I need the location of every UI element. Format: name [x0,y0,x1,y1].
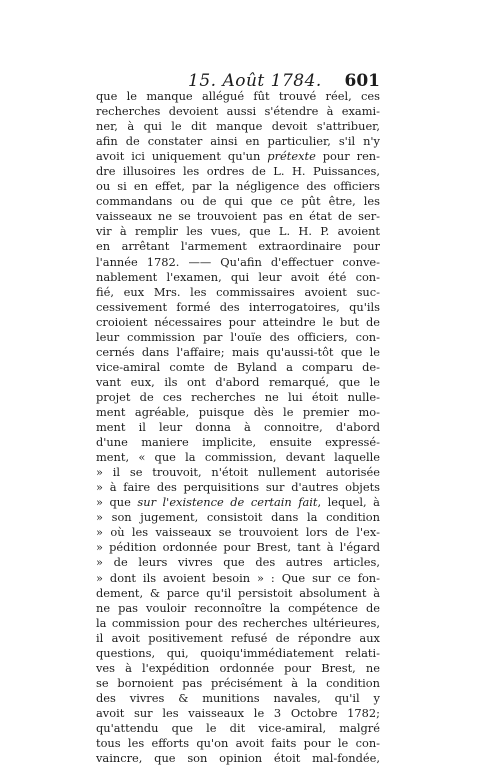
italic-phrase: sur l'existence de certain fait [137,495,318,510]
text-line: » pédition ordonnée pour Brest, tant à l'égard [96,540,380,555]
text-line: commandans ou de qui que ce pût être, les [96,194,380,209]
text-line: croioient nécessaires pour atteindre le but de [96,314,380,329]
text-line: » à faire des perquisitions sur d'autres objets [96,480,380,495]
text-line: ou si en effet, par la négligence des officiers [96,179,380,194]
text-line: dre illusoires les ordres de L. H. Puissances, [96,164,380,179]
italic-phrase: prétexte [267,149,316,164]
text-line: » il se trouvoit, n'étoit nullement autorisée [96,465,380,480]
text-line: ves à l'expédition ordonnée pour Brest, ne [96,660,380,675]
text-line: la commission pour des recherches ultérieures, [96,615,380,630]
text-line: fié, eux Mrs. les commissaires avoient suc- [96,284,380,299]
text-line: ner, à qui le dit manque devoit s'attribuer, [96,119,380,134]
text-line: cernés dans l'affaire; mais qu'aussi-tôt que le [96,344,380,359]
text-line: avoit sur les vaisseaux le 3 Octobre 1782; [96,705,380,720]
text-line: ment, « que la commission, devant laquelle [96,450,380,465]
text-line: » que sur l'existence de certain fait, lequel, à [96,495,380,510]
text-line: dement, & parce qu'il persistoit absolument à [96,585,380,600]
text-line: cessivement formé des interrogatoires, qu'ils [96,299,380,314]
text-line: tous les efforts qu'on avoit faits pour le con- [96,736,380,751]
text-line: vaisseaux ne se trouvoient pas en état de ser- [96,209,380,224]
text-line: que le manque allégué fût trouvé réel, ces [96,89,380,103]
running-head-date: 15. Août 1784. [188,71,322,91]
text-line: recherches devoient aussi s'étendre à exami- [96,104,380,119]
text-line: nablement l'examen, qui leur avoit été con- [96,269,380,284]
page-number: 601 [344,71,380,91]
text-line: qu'attendu que le dit vice-amiral, malgré [96,720,380,735]
text-line: vice-amiral comte de Byland a comparu de- [96,359,380,374]
text-line: questions, qui, quoiqu'immédiatement relati- [96,645,380,660]
text-line: » où les vaisseaux se trouvoient lors de l'ex- [96,525,380,540]
text-line: en arrêtant l'armement extraordinaire pour [96,239,380,254]
body-text [96,89,380,766]
text-line: il avoit positivement refusé de répondre aux [96,630,380,645]
text-line: » dont ils avoient besoin » : Que sur ce fon- [96,570,380,585]
text-line: se bornoient pas précisément à la condition [96,675,380,690]
text-line: projet de ces recherches ne lui étoit nulle- [96,389,380,404]
text-line: l'année 1782. —— Qu'afin d'effectuer conve- [96,254,380,269]
text-line: ment agréable, puisque dès le premier mo- [96,404,380,419]
text-line: des vivres & munitions navales, qu'il y [96,690,380,705]
text-line: leur commission par l'ouïe des officiers, con- [96,329,380,344]
text-line: d'une maniere implicite, ensuite expressé- [96,435,380,450]
text-line: vir à remplir les vues, que L. H. P. avoient [96,224,380,239]
text-line: avoit ici uniquement qu'un prétexte pour ren- [96,149,380,164]
text-line: ne pas vouloir reconnoître la compétence de [96,600,380,615]
text-line: ment il leur donna à connoitre, d'abord [96,420,380,435]
text-line: » son jugement, consistoit dans la condition [96,510,380,525]
page-header [96,71,380,91]
text-line: vant eux, ils ont d'abord remarqué, que le [96,374,380,389]
text-line: afin de constater ainsi en particulier, s'il n'y [96,134,380,149]
text-line: » de leurs vivres que des autres articles, [96,555,380,570]
text-line: vaincre, que son opinion étoit mal-fondée, [96,751,380,766]
